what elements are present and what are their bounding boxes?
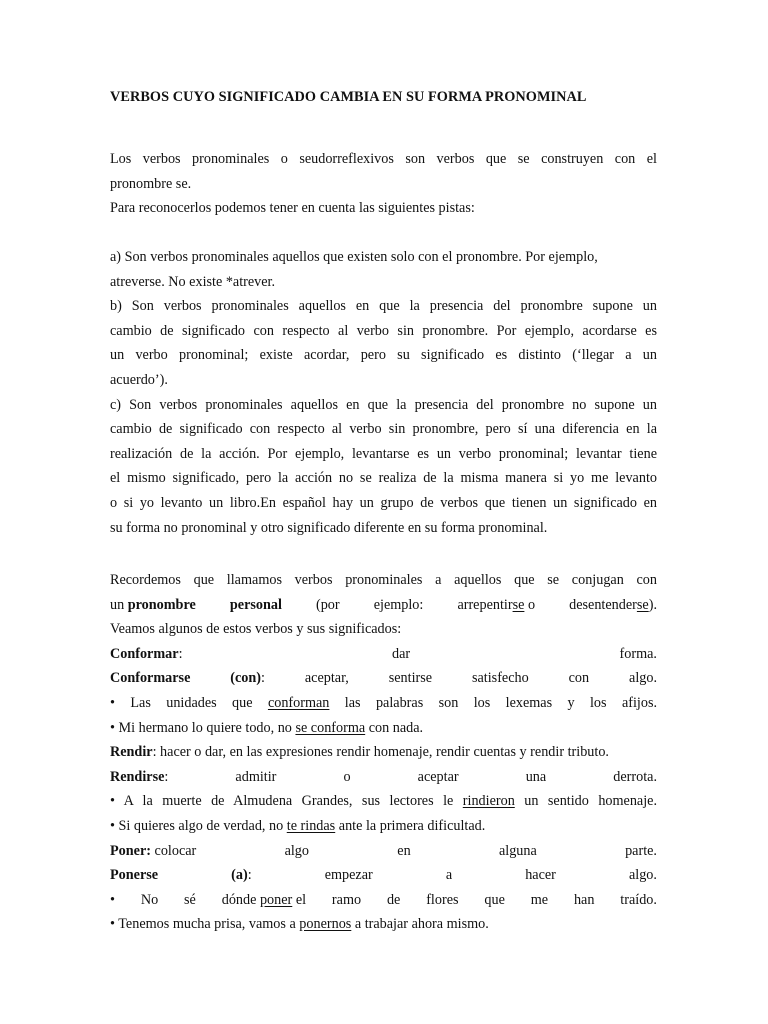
entry-rendir: Rendir: hacer o dar, en las expresiones rendir homenaje, rendir cuentas y rendir tributo. (110, 744, 609, 761)
intro-line-2: pronombre se. (110, 175, 192, 192)
clue-a-line-1: a) Son verbos pronominales aquellos que existen solo con el pronombre. Por ejemplo, (110, 249, 598, 265)
entry-ponerse: Ponerse (a): empezar a hacer algo. (110, 867, 657, 884)
verbs-section (110, 568, 657, 937)
recall-line-1: Recordemos que llamamos verbos pronominales a aquellos que se conjugan con (110, 572, 657, 588)
clue-c-line-6: su forma no pronominal y otro significado diferente en su forma pronominal. (110, 519, 548, 536)
clue-b-line-3: un verbo pronominal; existe acordar, pero su significado es distinto (‘llegar a un (110, 347, 657, 364)
clue-c-line-4: el mismo significado, pero la acción no se realiza de la misma manera si yo me levanto (110, 470, 657, 487)
example-ponerse: • Tenemos mucha prisa, vamos a ponernos a trabajar ahora mismo. (110, 916, 489, 933)
example-rendir: • A la muerte de Almudena Grandes, sus lectores le rindieron un sentido homenaje. (110, 793, 658, 810)
intro-paragraph (110, 147, 657, 221)
clue-b-line-4: acuerdo’). (110, 371, 168, 388)
clue-c-line-2: cambio de significado con respecto al verbo sin pronombre, pero sí una diferencia en la (110, 421, 657, 438)
example-conformarse: • Mi hermano lo quiere todo, no se conforma con nada. (110, 719, 424, 736)
example-conformar: • Las unidades que conforman las palabras son los lexemas y los afijos. (110, 694, 658, 711)
clue-b-line-2: cambio de significado con respecto al verbo sin pronombre. Por ejemplo, acordarse es (110, 322, 657, 339)
intro-line-1: Los verbos pronominales o seudorreflexivos son verbos que se construyen con el (110, 151, 657, 167)
entry-conformarse: Conformarse (con): aceptar, sentirse satisfecho con algo. (110, 670, 657, 687)
recall-line-2: un pronombre personal (por ejemplo: arrepentirse o desentenderse). (110, 596, 657, 613)
clue-c-line-5: o si yo levanto un libro.En español hay un grupo de verbos que tienen un significado en (110, 494, 657, 511)
clues-section (110, 245, 657, 540)
example-rendirse: • Si quieres algo de verdad, no te rindas ante la primera dificultad. (110, 817, 486, 834)
clue-a-line-2: atreverse. No existe *atrever. (110, 273, 276, 290)
recall-line-3: Veamos algunos de estos verbos y sus significados: (110, 621, 402, 638)
entry-rendirse: Rendirse: admitir o aceptar una derrota. (110, 768, 657, 785)
entry-conformar: Conformar: dar forma. (110, 645, 657, 662)
clue-c-line-3: realización de la acción. Por ejemplo, levantarse es un verbo pronominal; levantar tiene (110, 445, 657, 462)
clue-c-line-1: c) Son verbos pronominales aquellos en que la presencia del pronombre no supone un (110, 396, 657, 413)
intro-line-3: Para reconocerlos podemos tener en cuenta las siguientes pistas: (110, 200, 475, 217)
entry-poner: Poner: colocar algo en alguna parte. (110, 842, 657, 859)
example-poner: • No sé dónde poner el ramo de flores que me han traído. (110, 891, 657, 908)
clue-b-line-1: b) Son verbos pronominales aquellos en que la presencia del pronombre supone un (110, 298, 657, 315)
document-title: VERBOS CUYO SIGNIFICADO CAMBIA EN SU FORMA PRONOMINAL (110, 89, 587, 105)
